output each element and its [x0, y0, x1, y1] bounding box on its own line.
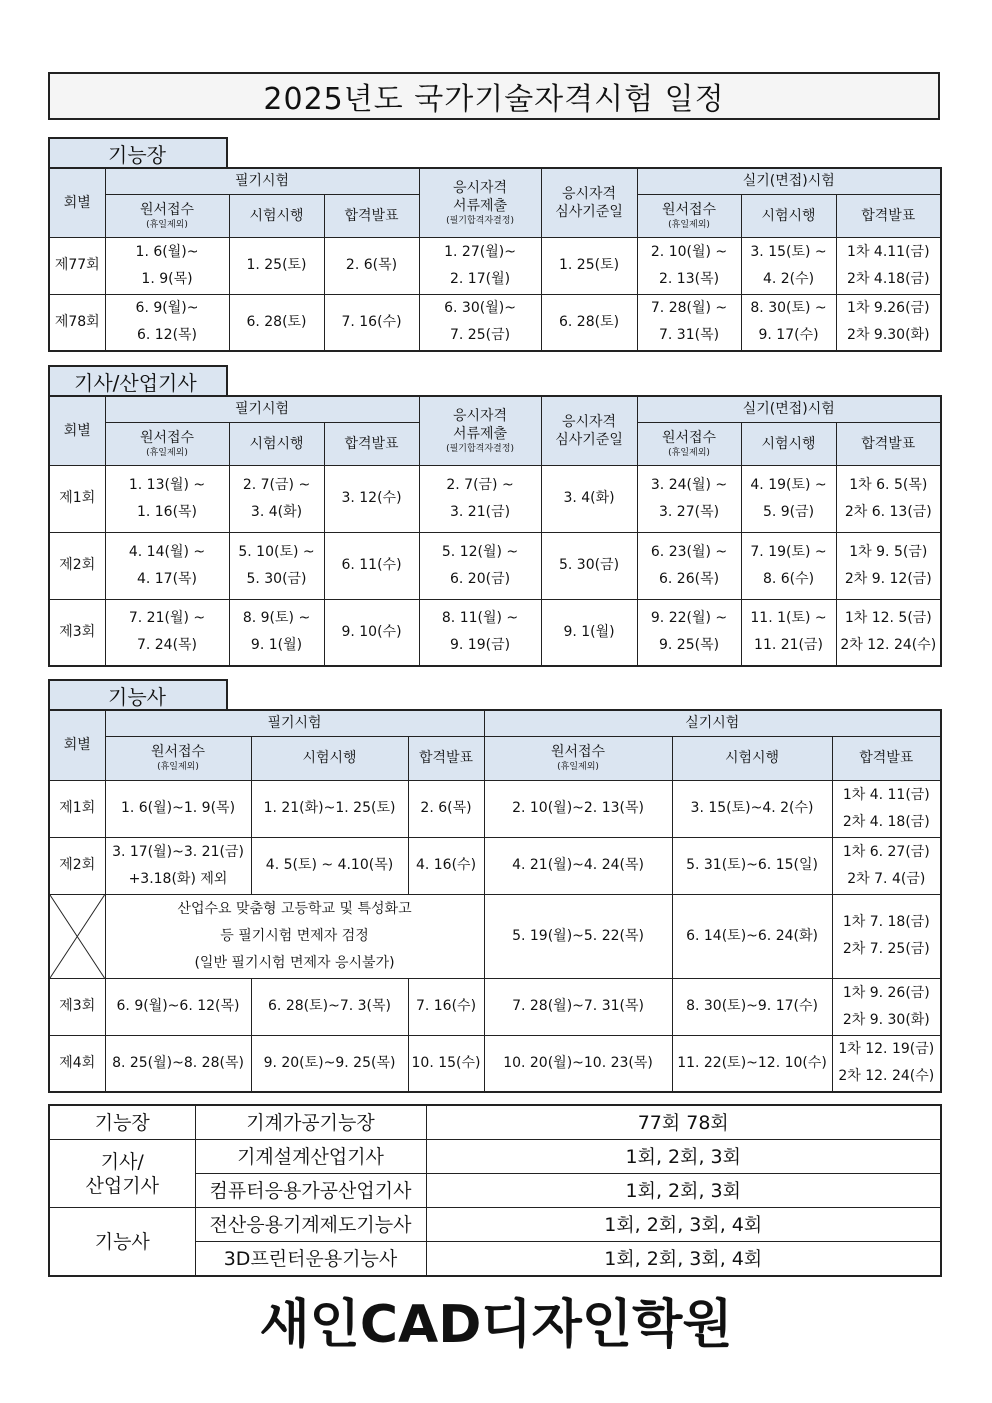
summary-rounds: 1회, 2회, 3회 — [426, 1140, 941, 1174]
summary-group: 기사/ 산업기사 — [49, 1140, 195, 1208]
header-exam: 시험시행 — [741, 422, 836, 465]
table-row: 제3회 6. 9(월)~6. 12(목) 6. 28(토)~7. 3(목) 7. 16(수) 7. 28(월)~7. 31(목) 8. 30(토)~9. 17(수) 1차 9. 26(금) 2차 9. 30(화) — [49, 978, 941, 1035]
header-exam: 시험시행 — [229, 422, 324, 465]
table-row: 제4회 8. 25(월)~8. 28(목) 9. 20(토)~9. 25(목) 10. 15(수) 10. 20(월)~10. 23(목) 11. 22(토)~12. 10(수) 1차 12. 19(금) 2차 12. 24(수) — [49, 1035, 941, 1092]
summary-group: 기능사 — [49, 1208, 195, 1277]
summary-rounds: 77회 78회 — [426, 1105, 941, 1140]
special-exam-note: 산업수요 맞춤형 고등학교 및 특성화고 등 필기시험 면제자 검정 (일반 필기시험 면제자 응시불가) — [105, 894, 484, 978]
table-row: 제3회 7. 21(월) ~ 7. 24(목) 8. 9(토) ~ 9. 1(월) 9. 10(수) 8. 11(월) ~ 9. 19(금) 9. 1(월) 9. 22(월) ~ 9. 25(목) 11. 1(토) ~ 11. 21(금) 1차 12. 5(금) 2차 12. 24(수) — [49, 599, 941, 666]
round-label: 제3회 — [49, 978, 105, 1035]
header-result: 합격발표 — [324, 422, 419, 465]
cross-mark-icon — [50, 895, 105, 978]
header-result: 합격발표 — [324, 194, 419, 237]
header-written: 필기시험 — [105, 396, 419, 422]
summary-course: 3D프린터운용기능사 — [195, 1242, 426, 1277]
summary-course: 전산응용기계제도기능사 — [195, 1208, 426, 1242]
header-apply: 원서접수 (휴일제외) — [105, 194, 229, 237]
header-result: 합격발표 — [836, 422, 941, 465]
header-practical: 실기(면접)시험 — [637, 396, 941, 422]
round-label: 제78회 — [49, 294, 105, 351]
table-row: 제77회 1. 6(월)~ 1. 9(목) 1. 25(토) 2. 6(목) 1. 27(월)~ 2. 17(월) 1. 25(토) 2. 10(월) ~ 2. 13(목) 3. 15(토) ~ 4. 2(수) 1차 4.11(금) 2차 4.18(금) — [49, 237, 941, 294]
round-label: 제77회 — [49, 237, 105, 294]
header-apply: 원서접수 (휴일제외) — [637, 422, 741, 465]
header-round: 회별 — [49, 396, 105, 465]
header-written: 필기시험 — [105, 168, 419, 194]
header-written: 필기시험 — [105, 710, 484, 736]
table-row: 산업수요 맞춤형 고등학교 및 특성화고 등 필기시험 면제자 검정 (일반 필기시험 면제자 응시불가) 5. 19(월)~5. 22(목) 6. 14(토)~6. 24(화) 1차 7. 18(금) 2차 7. 25(금) — [49, 894, 941, 978]
summary-group: 기능장 — [49, 1105, 195, 1140]
round-label: 제1회 — [49, 780, 105, 837]
header-exam: 시험시행 — [229, 194, 324, 237]
header-qual-submit: 응시자격 서류제출 (필기합격자결정) — [419, 168, 541, 237]
header-apply: 원서접수 (휴일제외) — [484, 736, 672, 780]
academy-name: 새인CAD디자인학원 — [259, 1295, 733, 1355]
header-apply: 원서접수 (휴일제외) — [105, 736, 251, 780]
summary-table — [48, 1104, 942, 1277]
header-exam: 시험시행 — [741, 194, 836, 237]
header-apply: 원서접수 (휴일제외) — [637, 194, 741, 237]
summary-rounds: 1회, 2회, 3회, 4회 — [426, 1242, 941, 1277]
round-label: 제2회 — [49, 837, 105, 894]
header-qual-submit: 응시자격 서류제출 (필기합격자결정) — [419, 396, 541, 465]
table-row: 제78회 6. 9(월)~ 6. 12(목) 6. 28(토) 7. 16(수) 6. 30(월)~ 7. 25(금) 6. 28(토) 7. 28(월) ~ 7. 31(목) 8. 30(토) ~ 9. 17(수) 1차 9.26(금) 2차 9.30(화) — [49, 294, 941, 351]
round-label: 제2회 — [49, 532, 105, 599]
summary-course: 기계가공기능장 — [195, 1105, 426, 1140]
table-master — [48, 167, 942, 352]
crossed-cell — [49, 894, 105, 978]
header-round: 회별 — [49, 710, 105, 780]
table-row: 제1회 1. 13(월) ~ 1. 16(목) 2. 7(금) ~ 3. 4(화) 3. 12(수) 2. 7(금) ~ 3. 21(금) 3. 4(화) 3. 24(월) ~ 3. 27(목) 4. 19(토) ~ 5. 9(금) 1차 6. 5(목) 2차 6. 13(금) — [49, 465, 941, 532]
table-row: 제2회 4. 14(월) ~ 4. 17(목) 5. 10(토) ~ 5. 30(금) 6. 11(수) 5. 12(월) ~ 6. 20(금) 5. 30(금) 6. 23(월) ~ 6. 26(목) 7. 19(토) ~ 8. 6(수) 1차 9. 5(금) 2차 9. 12(금) — [49, 532, 941, 599]
summary-course: 기계설계산업기사 — [195, 1140, 426, 1174]
table-craftsman — [48, 709, 942, 1093]
table-row: 제2회 3. 17(월)~3. 21(금) +3.18(화) 제외 4. 5(토) ~ 4.10(목) 4. 16(수) 4. 21(월)~4. 24(목) 5. 31(토)~6. 15(일) 1차 6. 27(금) 2차 7. 4(금) — [49, 837, 941, 894]
summary-rounds: 1회, 2회, 3회, 4회 — [426, 1208, 941, 1242]
summary-course: 컴퓨터응용가공산업기사 — [195, 1174, 426, 1208]
summary-rounds: 1회, 2회, 3회 — [426, 1174, 941, 1208]
header-apply: 원서접수 (휴일제외) — [105, 422, 229, 465]
page-title: 2025년도 국가기술자격시험 일정 — [48, 72, 940, 120]
header-exam: 시험시행 — [251, 736, 408, 780]
header-practical: 실기(면접)시험 — [637, 168, 941, 194]
header-result: 합격발표 — [832, 736, 941, 780]
section-tab-master: 기능장 — [48, 137, 228, 168]
header-result: 합격발표 — [408, 736, 484, 780]
header-qual-base: 응시자격 심사기준일 — [541, 168, 637, 237]
header-practical: 실기시험 — [484, 710, 941, 736]
round-label: 제1회 — [49, 465, 105, 532]
table-row: 제1회 1. 6(월)~1. 9(목) 1. 21(화)~1. 25(토) 2. 6(목) 2. 10(월)~2. 13(목) 3. 15(토)~4. 2(수) 1차 4. 11(금) 2차 4. 18(금) — [49, 780, 941, 837]
table-engineer — [48, 395, 942, 667]
header-exam: 시험시행 — [672, 736, 832, 780]
round-label: 제3회 — [49, 599, 105, 666]
header-qual-base: 응시자격 심사기준일 — [541, 396, 637, 465]
header-round: 회별 — [49, 168, 105, 237]
section-tab-engineer: 기사/산업기사 — [48, 365, 228, 396]
section-tab-craftsman: 기능사 — [48, 679, 228, 710]
round-label: 제4회 — [49, 1035, 105, 1092]
header-result: 합격발표 — [836, 194, 941, 237]
